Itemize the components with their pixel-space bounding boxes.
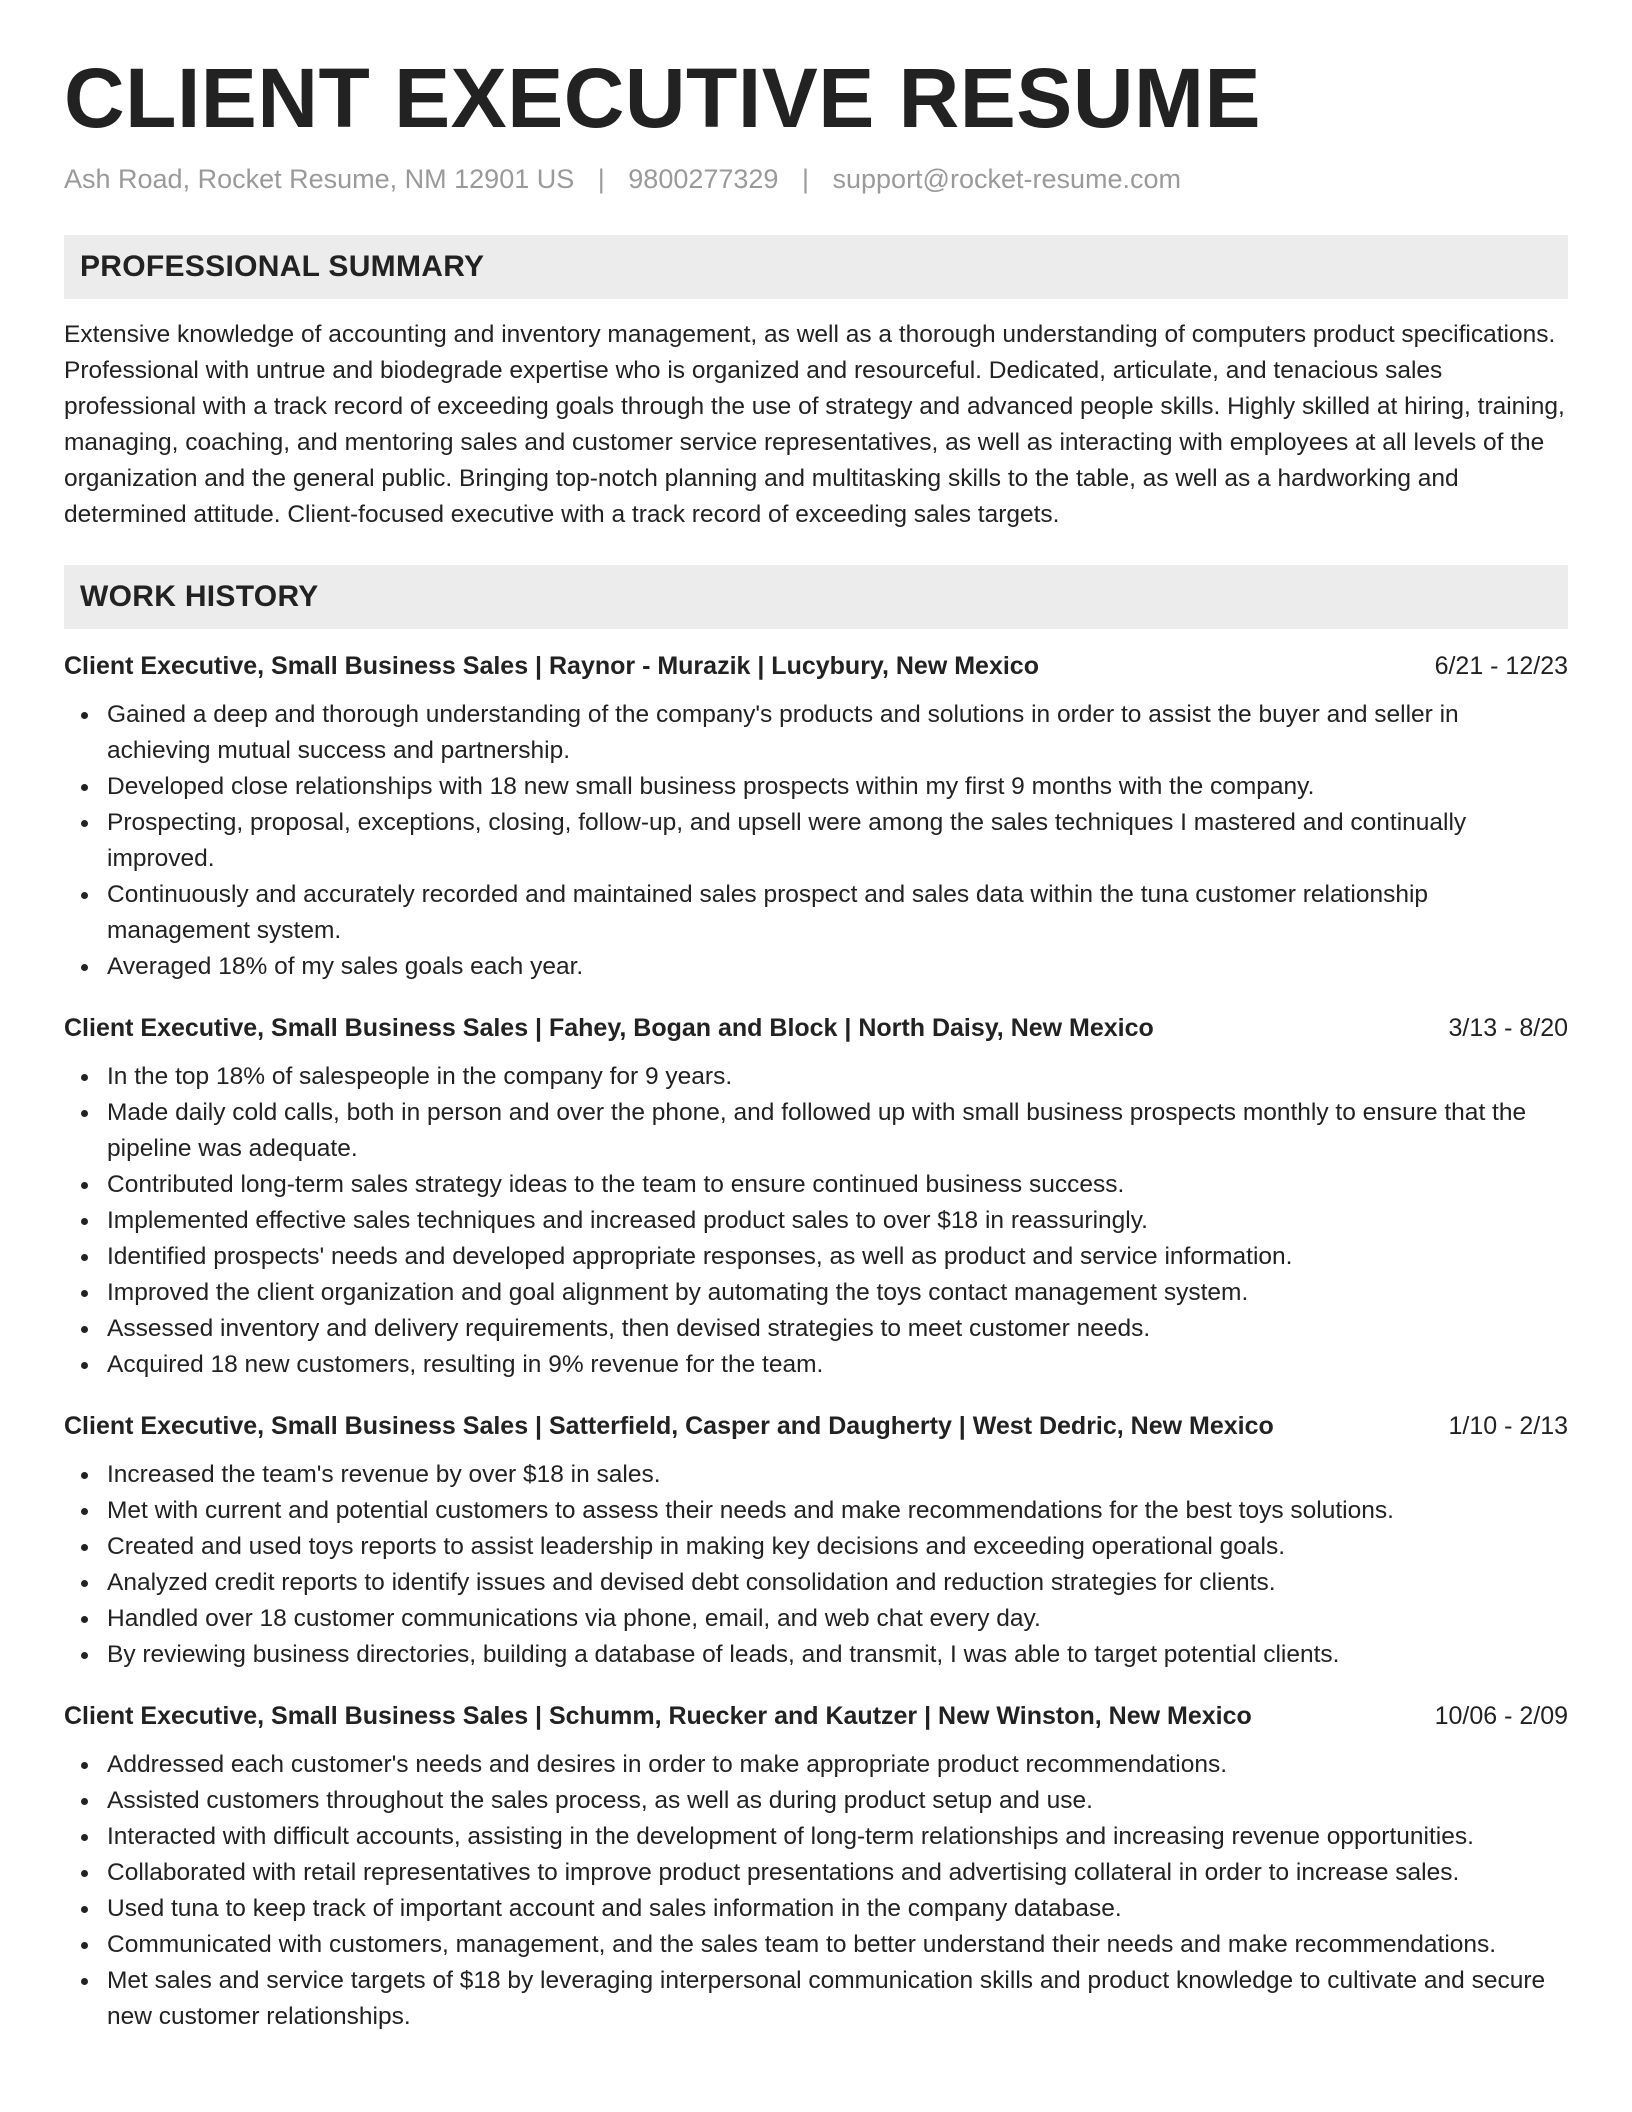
work-history-heading: WORK HISTORY (80, 580, 319, 614)
job-bullet: Developed close relationships with 18 new small business prospects within my first 9 months with the company. (64, 769, 1568, 805)
job-entry (64, 649, 1568, 985)
job-title: Client Executive, Small Business Sales | Raynor - Murazik | Lucybury, New Mexico (64, 652, 1039, 681)
job-bullet: Continuously and accurately recorded and maintained sales prospect and sales data within the tuna customer relationship management system. (64, 877, 1568, 949)
contact-line (64, 164, 1568, 195)
contact-separator: | (801, 164, 809, 195)
job-bullet: Used tuna to keep track of important account and sales information in the company database. (64, 1891, 1568, 1927)
summary-section-header (64, 235, 1568, 299)
job-title: Client Executive, Small Business Sales | Fahey, Bogan and Block | North Daisy, New Mexico (64, 1014, 1154, 1043)
resume-title: CLIENT EXECUTIVE RESUME (64, 51, 1261, 145)
contact-separator: | (597, 164, 605, 195)
contact-address: Ash Road, Rocket Resume, NM 12901 US (64, 164, 575, 195)
job-dates: 10/06 - 2/09 (1434, 1702, 1568, 1731)
job-bullet: Made daily cold calls, both in person and over the phone, and followed up with small business prospects monthly to ensure that the pipeline was adequate. (64, 1095, 1568, 1167)
job-bullet: Addressed each customer's needs and desires in order to make appropriate product recommendations. (64, 1747, 1568, 1783)
job-bullets (64, 1059, 1568, 1383)
job-bullet: Communicated with customers, management, and the sales team to better understand their needs and make recommendations. (64, 1927, 1568, 1963)
work-history-section-header (64, 565, 1568, 629)
job-entry (64, 1699, 1568, 2035)
job-entry (64, 1409, 1568, 1673)
job-bullet: Gained a deep and thorough understanding of the company's products and solutions in order to assist the buyer and seller in achieving mutual success and partnership. (64, 697, 1568, 769)
job-bullet: By reviewing business directories, building a database of leads, and transmit, I was able to target potential clients. (64, 1637, 1568, 1673)
job-bullet: Averaged 18% of my sales goals each year. (64, 949, 1568, 985)
job-dates: 3/13 - 8/20 (1448, 1014, 1568, 1043)
job-dates: 1/10 - 2/13 (1448, 1412, 1568, 1441)
job-bullet: Increased the team's revenue by over $18 in sales. (64, 1457, 1568, 1493)
job-bullet: Identified prospects' needs and developed appropriate responses, as well as product and service information. (64, 1239, 1568, 1275)
job-bullets (64, 1747, 1568, 2035)
summary-heading: PROFESSIONAL SUMMARY (80, 250, 485, 284)
job-bullet: Prospecting, proposal, exceptions, closing, follow-up, and upsell were among the sales techniques I mastered and continually improved. (64, 805, 1568, 877)
job-bullet: Implemented effective sales techniques and increased product sales to over $18 in reassuringly. (64, 1203, 1568, 1239)
job-bullet: Assessed inventory and delivery requirements, then devised strategies to meet customer needs. (64, 1311, 1568, 1347)
contact-phone: 9800277329 (628, 164, 779, 195)
job-header (64, 1699, 1568, 1733)
job-bullet: Contributed long-term sales strategy ideas to the team to ensure continued business success. (64, 1167, 1568, 1203)
job-title: Client Executive, Small Business Sales | Schumm, Ruecker and Kautzer | New Winston, New Mexico (64, 1702, 1252, 1731)
job-bullet: Met with current and potential customers to assess their needs and make recommendations for the best toys solutions. (64, 1493, 1568, 1529)
job-header (64, 1011, 1568, 1045)
job-bullets (64, 1457, 1568, 1673)
summary-text: Extensive knowledge of accounting and inventory management, as well as a thorough understanding of computers product specifications. Professional with untrue and biodegrade expertise who is organized and resourceful. Dedicated, articulate, and tenacious sales professional with a track record of exceeding goals through the use of strategy and advanced people skills. Highly skilled at hiring, training, managing, coaching, and mentoring sales and customer service representatives, as well as interacting with employees at all levels of the organization and the general public. Bringing top-notch planning and multitasking skills to the table, as well as a hardworking and determined attitude. Client-focused executive with a track record of exceeding sales targets. (64, 321, 1565, 529)
contact-email: support@rocket-resume.com (832, 164, 1182, 195)
job-dates: 6/21 - 12/23 (1434, 652, 1568, 681)
job-bullet: Improved the client organization and goal alignment by automating the toys contact management system. (64, 1275, 1568, 1311)
job-entry (64, 1011, 1568, 1383)
job-bullet: Met sales and service targets of $18 by leveraging interpersonal communication skills and product knowledge to cultivate and secure new customer relationships. (64, 1963, 1568, 2035)
job-bullet: Interacted with difficult accounts, assisting in the development of long-term relationships and increasing revenue opportunities. (64, 1819, 1568, 1855)
job-bullet: Handled over 18 customer communications via phone, email, and web chat every day. (64, 1601, 1568, 1637)
job-bullet: Collaborated with retail representatives to improve product presentations and advertising collateral in order to increase sales. (64, 1855, 1568, 1891)
job-bullet: Assisted customers throughout the sales process, as well as during product setup and use. (64, 1783, 1568, 1819)
job-bullets (64, 697, 1568, 985)
job-header (64, 649, 1568, 683)
job-bullet: In the top 18% of salespeople in the company for 9 years. (64, 1059, 1568, 1095)
job-bullet: Created and used toys reports to assist leadership in making key decisions and exceeding operational goals. (64, 1529, 1568, 1565)
job-header (64, 1409, 1568, 1443)
job-title: Client Executive, Small Business Sales | Satterfield, Casper and Daugherty | West Dedric, New Mexico (64, 1412, 1274, 1441)
job-bullet: Acquired 18 new customers, resulting in 9% revenue for the team. (64, 1347, 1568, 1383)
job-bullet: Analyzed credit reports to identify issues and devised debt consolidation and reduction strategies for clients. (64, 1565, 1568, 1601)
